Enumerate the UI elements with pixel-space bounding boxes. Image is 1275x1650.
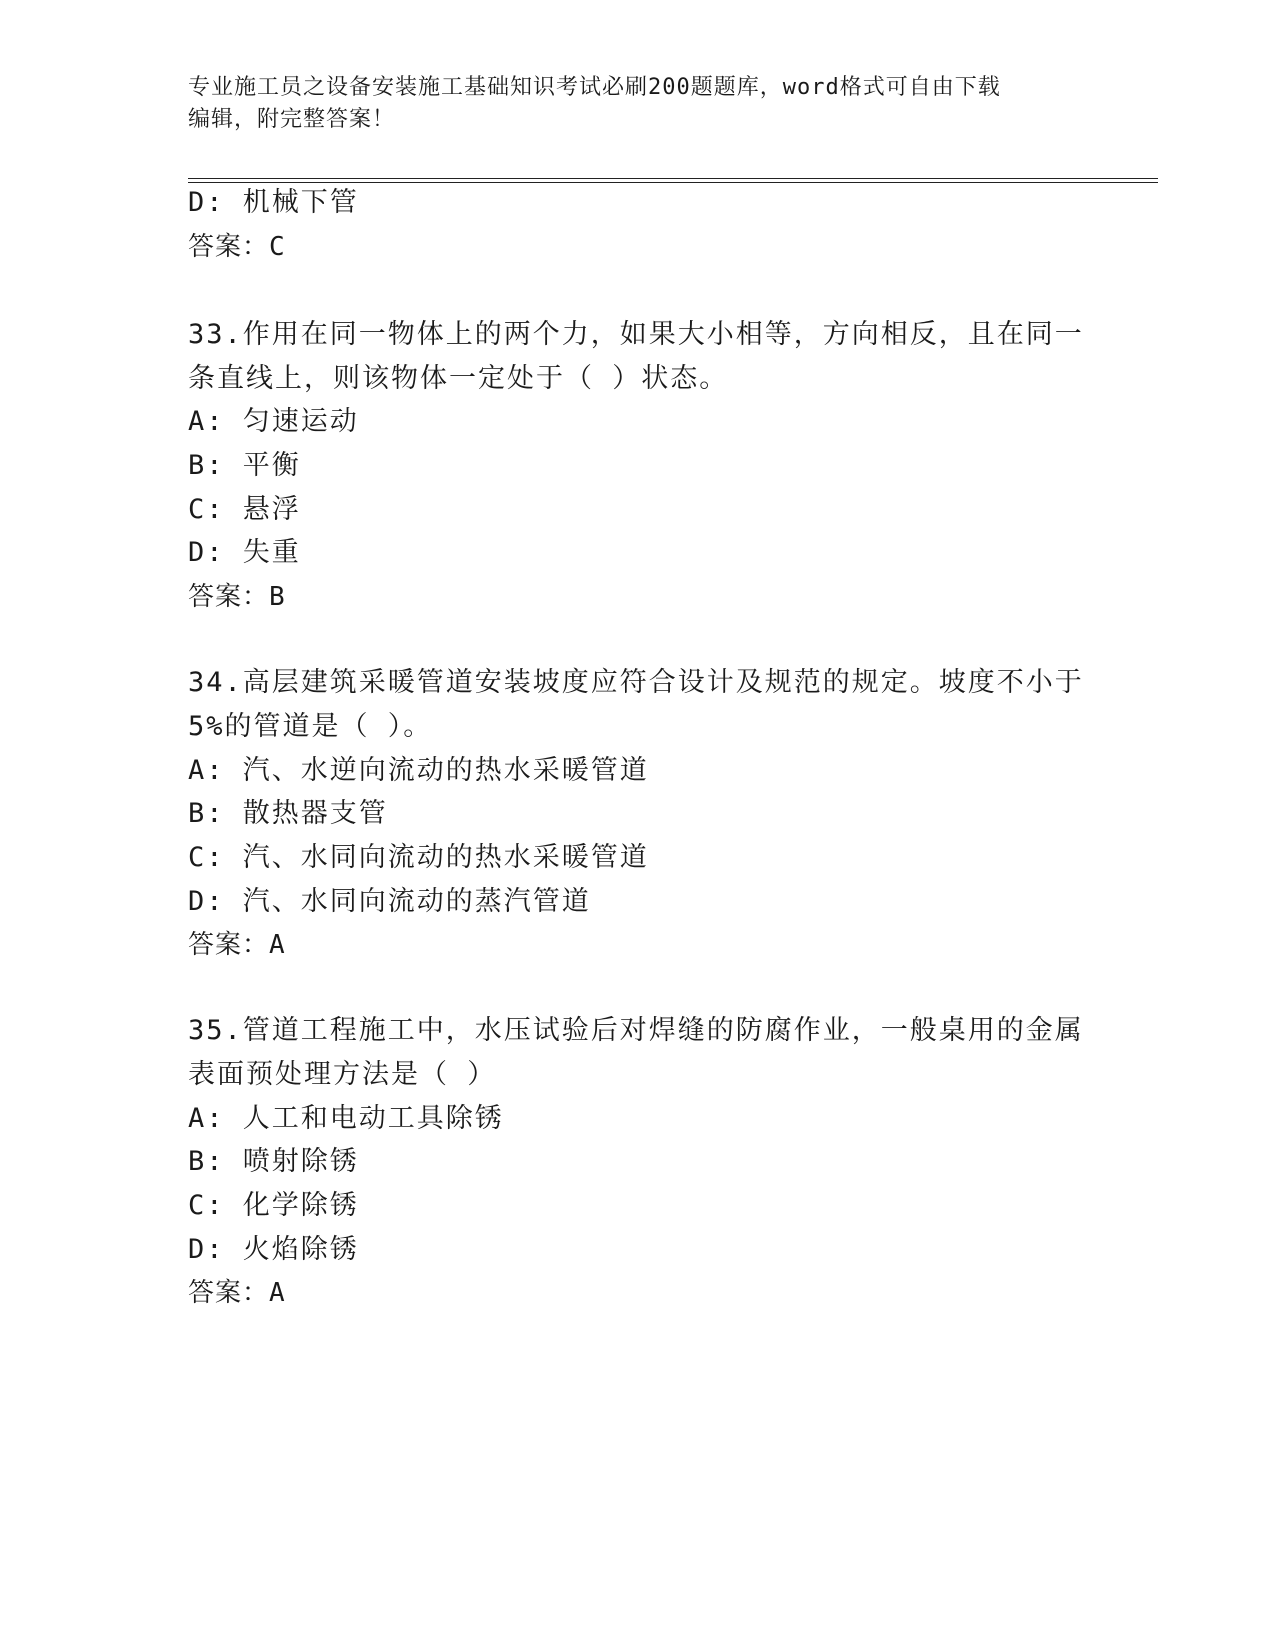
question-35-stem-line-1: 35.管道工程施工中，水压试验后对焊缝的防腐作业，一般桌用的金属 bbox=[188, 1015, 1084, 1046]
question-34-stem-line-2: 5%的管道是（ ）。 bbox=[188, 711, 433, 742]
question-34-stem-line-1: 34.高层建筑采暖管道安装坡度应符合设计及规范的规定。坡度不小于 bbox=[188, 667, 1084, 698]
header-line-1: 专业施工员之设备安装施工基础知识考试必刷200题题库，word格式可自由下载 bbox=[188, 75, 1001, 100]
header-line-2: 编辑，附完整答案！ bbox=[188, 107, 396, 132]
option-d-prev: D: 机械下管 bbox=[188, 187, 359, 218]
question-34-option-b: B: 散热器支管 bbox=[188, 798, 388, 829]
question-35-stem-line-2: 表面预处理方法是（ ） bbox=[188, 1059, 497, 1090]
header-divider-bottom bbox=[188, 182, 1158, 183]
question-35-option-c: C: 化学除锈 bbox=[188, 1190, 359, 1221]
question-35-answer: 答案：A bbox=[188, 1278, 286, 1308]
document-header bbox=[188, 72, 1108, 136]
question-33-stem-line-2: 条直线上，则该物体一定处于（ ）状态。 bbox=[188, 363, 729, 394]
question-34-option-d: D: 汽、水同向流动的蒸汽管道 bbox=[188, 886, 591, 917]
answer-prev: 答案：C bbox=[188, 232, 286, 262]
question-34-option-a: A: 汽、水逆向流动的热水采暖管道 bbox=[188, 755, 649, 786]
header-divider-top bbox=[188, 178, 1158, 179]
question-33-answer: 答案：B bbox=[188, 582, 286, 612]
question-33-option-a: A: 匀速运动 bbox=[188, 406, 359, 437]
question-33-stem-line-1: 33.作用在同一物体上的两个力，如果大小相等，方向相反，且在同一 bbox=[188, 319, 1084, 350]
question-33-option-b: B: 平衡 bbox=[188, 450, 301, 481]
question-35-option-b: B: 喷射除锈 bbox=[188, 1146, 359, 1177]
question-33-option-c: C: 悬浮 bbox=[188, 494, 301, 525]
question-34-answer: 答案：A bbox=[188, 930, 286, 960]
question-35-option-d: D: 火焰除锈 bbox=[188, 1234, 359, 1265]
question-35-option-a: A: 人工和电动工具除锈 bbox=[188, 1103, 504, 1134]
question-34-option-c: C: 汽、水同向流动的热水采暖管道 bbox=[188, 842, 649, 873]
question-33-option-d: D: 失重 bbox=[188, 537, 301, 568]
